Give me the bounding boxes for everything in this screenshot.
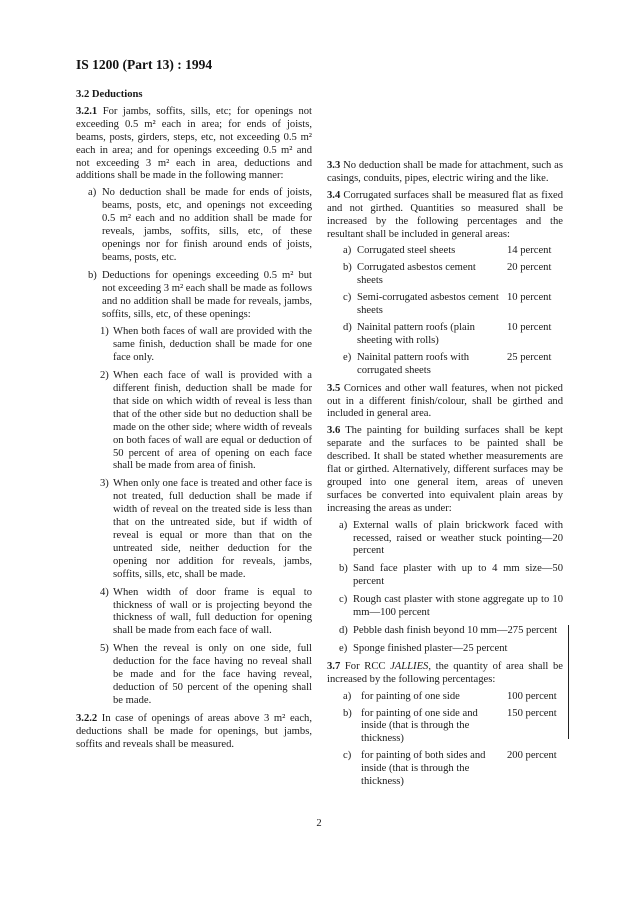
row-description: for painting of both sides and inside (that is through the thickness) [361,750,486,788]
sub-item-text: When only one face is treated and other face is not treated, full deduction shall be made if width of reveal on the treated side is less than that on the untreated side, but if width of reveal is equal or more than that on the untreated side, neither deduction for the opening nor addition for reveals, jambs, soffits, sills, etc, shall be made. [113,478,312,580]
sub-item-label: 3) [100,478,109,490]
clause-text: Cornices and other wall features, when not picked out in a different finish/colour, shall be girthed and included in general area. [327,382,563,420]
page-number: 2 [316,818,322,829]
row-value: 100 percent [507,690,557,702]
list-item-d [327,625,563,638]
sub-item-4 [76,587,312,639]
table-row [343,245,563,258]
list-item-c [327,594,563,620]
row-description: Corrugated steel sheets [357,245,456,257]
clause-3-4 [327,190,563,242]
clause-number: 3.2.2 [76,712,98,724]
clause-text: Corrugated surfaces shall be measured flat as fixed and not girthed. Quantities so measured shall be increased by the following percentages and the resultant shall be included in general areas: [327,189,563,240]
sub-item-5 [76,643,312,708]
sub-item-text: When each face of wall is provided with a different finish, deduction shall be made for that side on which width of reveal is less than that of the other side but no deduction shall be made on the other side; where width of reveals on both faces of wall are equal or deduction of 50 percent of area of opening on each face shall be made from area of finish. [113,370,312,472]
row-label: c) [343,292,352,304]
item-label: b) [339,563,348,575]
row-description: Nainital pattern roofs with corrugated sheets [357,351,470,376]
list-item-e [327,643,563,656]
row-description: Semi-corrugated asbestos cement sheets [357,292,499,317]
sub-item-text: When both faces of wall are provided with the same finish, deduction shall be made for one face only. [113,326,312,364]
clause-number: 3.5 [327,382,341,394]
list-item-b [327,563,563,589]
sub-item-2 [76,370,312,473]
clause-3-7 [327,661,563,687]
row-label: a) [343,690,352,702]
item-text: No deduction shall be made for ends of joists, beams, posts, etc, and openings not exceeding 0.5 m² each and no addition shall be made for reveals, jambs, soffits, sills, etc, of these openings nor for finish around ends of joists, beams, posts, etc. [102,187,312,263]
sub-item-3 [76,478,312,581]
row-value: 14 percent [507,245,552,257]
clause-3-2-2 [76,713,312,752]
list-item-b [76,270,312,322]
row-value: 10 percent [507,321,552,333]
row-value: 10 percent [507,292,552,304]
right-column [327,160,563,794]
table-row [343,750,563,789]
sub-item-label: 5) [100,643,109,655]
section-heading-3-2: 3.2 Deductions [76,89,143,100]
sub-item-label: 2) [100,370,109,382]
clause-number: 3.6 [327,425,341,437]
item-text: External walls of plain brickwork faced with recessed, raised or weather stuck pointing—20 percent [353,519,563,557]
item-text: Pebble dash finish beyond 10 mm—275 percent [353,625,558,636]
row-value: 200 percent [507,750,557,762]
clause-number: 3.4 [327,189,341,201]
item-label: a) [339,519,348,531]
item-label: e) [339,642,348,654]
clause-text-before: For RCC [344,660,386,672]
row-label: d) [343,321,352,333]
clause-3-3 [327,160,563,186]
item-text: Sand face plaster with up to 4 mm size—50 percent [353,563,563,588]
clause-number: 3.7 [327,660,341,672]
clause-number: 3.2.1 [76,105,98,117]
row-label: c) [343,750,352,762]
table-row [343,292,563,318]
sub-item-text: When the reveal is only on one side, full deduction for the face having no reveal shall be made and for the face having reveal, deduction of 50 percent of the opening shall be made. [113,643,312,706]
item-text: Sponge finished plaster—25 percent [353,642,508,654]
table-row [343,322,563,348]
row-value: 20 percent [507,262,552,274]
table-row [343,691,563,704]
sub-item-label: 4) [100,586,109,598]
clause-3-2-1 [76,106,312,183]
row-label: b) [343,262,352,274]
clause-3-5 [327,383,563,422]
row-description: Corrugated asbestos cement sheets [357,262,476,287]
table-row [343,352,563,378]
clause-text: For jambs, soffits, sills, etc; for openings not exceeding 0.5 m² each in area; for ends of joists, beams, posts, girders, steps, etc, not exceeding 0.5 m² each in area; and for openings exceeding 0.5 m² and not exceeding 3 m² each in area, deductions and additions shall be made in the following manner: [76,105,312,182]
item-label: a) [88,187,97,199]
item-label: b) [88,269,97,281]
jallies-percentage-table [343,691,563,789]
revision-side-bar [568,625,569,739]
list-item-a [327,520,563,559]
table-row [343,262,563,288]
row-description: for painting of one side and inside (that is through the thickness) [361,707,478,745]
row-value: 150 percent [507,707,557,719]
row-description: for painting of one side [361,690,460,702]
clause-text: No deduction shall be made for attachment, such as casings, conduits, pipes, electric wiring and the like. [327,160,563,184]
item-label: c) [339,594,348,606]
left-column [76,89,312,756]
row-label: e) [343,351,352,363]
row-label: b) [343,707,352,719]
sub-item-1 [76,326,312,365]
deduction-list [76,187,312,707]
clause-text-after: , the quantity of area shall be increased by the following percentages: [327,660,563,685]
clause-italic-term: JALLIES [390,660,429,672]
list-item-a [76,187,312,264]
item-text: Deductions for openings exceeding 0.5 m² but not exceeding 3 m² each shall be made as follows and no addition shall be made for reveals, jambs, soffits, sills, etc, of these openings: [102,269,312,320]
table-row [343,708,563,747]
row-value: 25 percent [507,351,552,363]
clause-3-6 [327,425,563,515]
row-description: Nainital pattern roofs (plain sheeting with rolls) [357,321,475,346]
standard-header: IS 1200 (Part 13) : 1994 [76,57,213,72]
corrugated-percentage-table [343,245,563,377]
clause-text: In case of openings of areas above 3 m² each, deductions shall be made for openings, but jambs, soffits and reveals shall be measured. [76,712,312,750]
item-label: d) [339,625,348,636]
sub-item-text: When width of door frame is equal to thickness of wall or is projecting beyond the thickness of wall, full deduction for opening shall be made from each face of wall. [113,586,312,637]
row-label: a) [343,245,352,257]
clause-number: 3.3 [327,160,341,171]
surface-list [327,520,563,656]
sub-item-label: 1) [100,326,109,338]
item-text: Rough cast plaster with stone aggregate up to 10 mm—100 percent [353,594,563,619]
clause-text: The painting for building surfaces shall be kept separate and the surfaces to be painted shall be described. It shall be stated whether measurements are flat or girthed. Alternatively, different surfaces may be grouped into one general item, areas of uneven surfaces be converted into equivalent plain areas by increasing the areas as under: [327,425,563,514]
